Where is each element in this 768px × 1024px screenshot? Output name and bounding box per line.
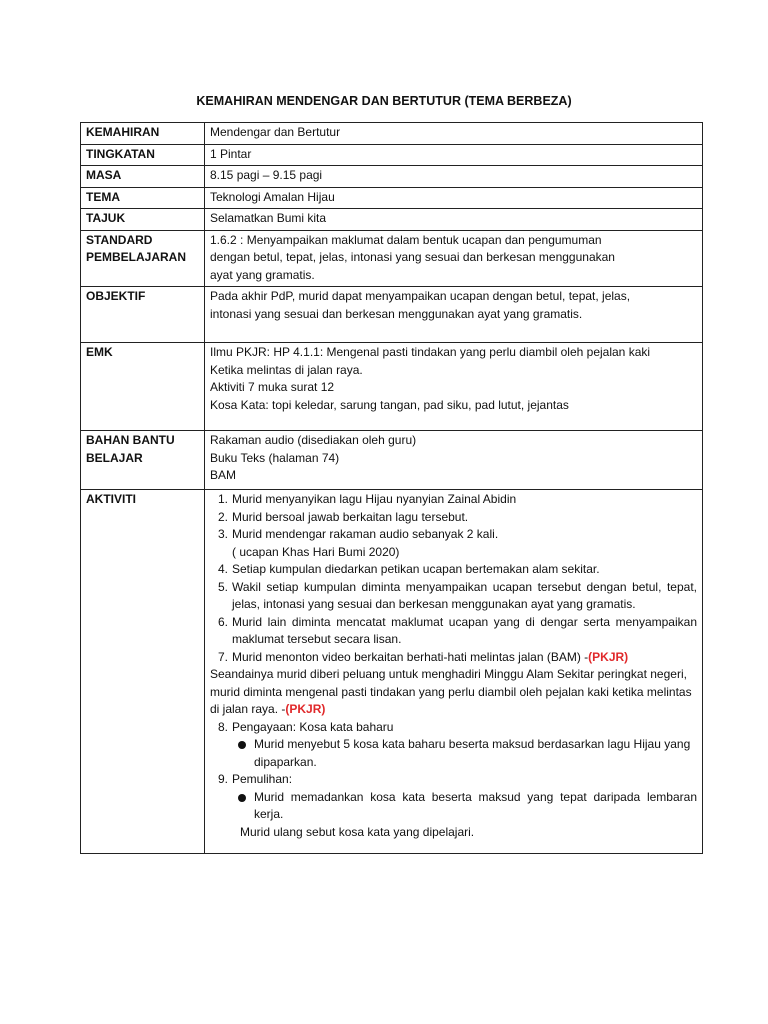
row-tingkatan (81, 144, 703, 166)
bahan-line-3: BAM (210, 468, 237, 482)
row-kemahiran (81, 123, 703, 145)
item-text: Murid lain diminta mencatat maklumat ucapan yang di dengar serta menyampaikan maklumat tersebut secara lisan. (232, 614, 697, 646)
item-text: Pemulihan: (232, 772, 293, 786)
list-item (210, 561, 697, 579)
list-item (210, 614, 697, 649)
row-tajuk (81, 209, 703, 231)
value-objektif (205, 287, 703, 343)
list-item (210, 771, 697, 789)
bullet-text: Murid menyebut 5 kosa kata baharu beserta maksud berdasarkan lagu Hijau yang dipaparkan. (254, 737, 691, 769)
pkjr-tag: (PKJR) (588, 649, 629, 664)
emk-line-2: Ketika melintas di jalan raya. (210, 362, 363, 377)
emk-line-1: Ilmu PKJR: HP 4.1.1: Mengenal pasti tindakan yang perlu diambil oleh pejalan kaki (210, 345, 651, 359)
value-aktiviti (205, 490, 703, 854)
label-emk: EMK (81, 343, 205, 431)
standard-line-3: ayat yang gramatis. (210, 267, 315, 282)
label-tajuk: TAJUK (81, 209, 205, 231)
label-tema: TEMA (81, 187, 205, 209)
label-aktiviti: AKTIVITI (81, 490, 205, 854)
list-item (210, 491, 697, 509)
value-emk (205, 343, 703, 431)
item-number: 7. (217, 649, 228, 664)
label-tingkatan: TINGKATAN (81, 144, 205, 166)
item-number: 6. (217, 614, 228, 629)
label-kemahiran: KEMAHIRAN (81, 123, 205, 145)
bahan-line-1: Rakaman audio (disediakan oleh guru) (210, 433, 417, 447)
bahan-line-2: Buku Teks (halaman 74) (210, 450, 340, 465)
value-kemahiran: Mendengar dan Bertutur (205, 123, 703, 145)
emk-line-4: Kosa Kata: topi keledar, sarung tangan, pad siku, pad lutut, jejantas (210, 397, 569, 412)
row-masa (81, 166, 703, 188)
lesson-plan-table (80, 122, 703, 854)
item-number: 4. (217, 562, 228, 576)
bullet-item (210, 736, 697, 771)
row-bahan (81, 431, 703, 490)
item-text: Pengayaan: Kosa kata baharu (232, 719, 394, 734)
objektif-line-2: intonasi yang sesuai dan berkesan menggunakan ayat yang gramatis. (210, 306, 583, 321)
list-item (210, 649, 697, 667)
item-number: 1. (217, 492, 228, 506)
label-bahan (81, 431, 205, 490)
list-item (210, 509, 697, 527)
bullet-icon (238, 794, 246, 802)
item-text: Wakil setiap kumpulan diminta menyampaikan ucapan tersebut dengan betul, tepat, jelas, intonasi yang sesuai dan berkesan menggunakan ayat yang gramatis. (232, 579, 697, 611)
closing-line: Murid ulang sebut kosa kata yang dipelajari. (240, 824, 475, 839)
row-emk (81, 343, 703, 431)
label-objektif: OBJEKTIF (81, 287, 205, 343)
item-number: 8. (217, 719, 228, 734)
activity-list-continued (210, 719, 697, 737)
value-tema: Teknologi Amalan Hijau (205, 187, 703, 209)
item-number: 9. (217, 772, 228, 786)
value-masa: 8.15 pagi – 9.15 pagi (205, 166, 703, 188)
document-title: KEMAHIRAN MENDENGAR DAN BERTUTUR (TEMA BERBEZA) (196, 94, 572, 108)
item-text: Murid menyanyikan lagu Hijau nyanyian Zainal Abidin (232, 492, 517, 506)
emk-line-3: Aktiviti 7 muka surat 12 (210, 380, 335, 394)
value-tajuk: Selamatkan Bumi kita (205, 209, 703, 231)
item-text-continued: ( ucapan Khas Hari Bumi 2020) (232, 544, 400, 559)
list-item (210, 579, 697, 614)
bullet-text: Murid memadankan kosa kata beserta maksud yang tepat daripada lembaran kerja. (254, 789, 697, 821)
value-tingkatan: 1 Pintar (205, 144, 703, 166)
list-item (210, 526, 697, 561)
item-number: 5. (217, 579, 228, 594)
bullet-item (210, 789, 697, 824)
item-number: 3. (217, 527, 228, 541)
item-number: 2. (217, 509, 228, 524)
label-standard-line-1: STANDARD (86, 232, 153, 247)
standard-line-2: dengan betul, tepat, jelas, intonasi yang sesuai dan berkesan menggunakan (210, 250, 615, 264)
row-tema (81, 187, 703, 209)
objektif-line-1: Pada akhir PdP, murid dapat menyampaikan ucapan dengan betul, tepat, jelas, (210, 289, 631, 303)
label-standard-line-2: PEMBELAJARAN (86, 250, 187, 264)
standard-line-1: 1.6.2 : Menyampaikan maklumat dalam bentuk ucapan dan pengumuman (210, 232, 602, 247)
label-bahan-line-1: BAHAN BANTU (86, 433, 175, 447)
bullet-icon (238, 741, 246, 749)
value-bahan (205, 431, 703, 490)
activity-list (210, 491, 697, 666)
value-standard (205, 230, 703, 287)
item-text: Murid mendengar rakaman audio sebanyak 2 kali. (232, 527, 499, 541)
item-text: Setiap kumpulan diedarkan petikan ucapan bertemakan alam sekitar. (232, 562, 600, 576)
list-item (210, 719, 697, 737)
paragraph-text: Seandainya murid diberi peluang untuk menghadiri Minggu Alam Sekitar peringkat negeri, murid diminta mengenal pasti tindakan yang perlu diambil oleh pejalan kaki ketika melintas di jalan raya. - (210, 667, 692, 716)
row-aktiviti (81, 490, 703, 854)
label-masa: MASA (81, 166, 205, 188)
activity-paragraph (210, 666, 697, 719)
row-standard (81, 230, 703, 287)
label-standard (81, 230, 205, 287)
row-objektif (81, 287, 703, 343)
item-text: Murid menonton video berkaitan berhati-hati melintas jalan (BAM) - (232, 649, 589, 664)
pkjr-tag: (PKJR) (285, 702, 326, 716)
activity-list-continued-2 (210, 771, 697, 789)
label-bahan-line-2: BELAJAR (86, 450, 143, 465)
item-text: Murid bersoal jawab berkaitan lagu tersebut. (232, 509, 469, 524)
